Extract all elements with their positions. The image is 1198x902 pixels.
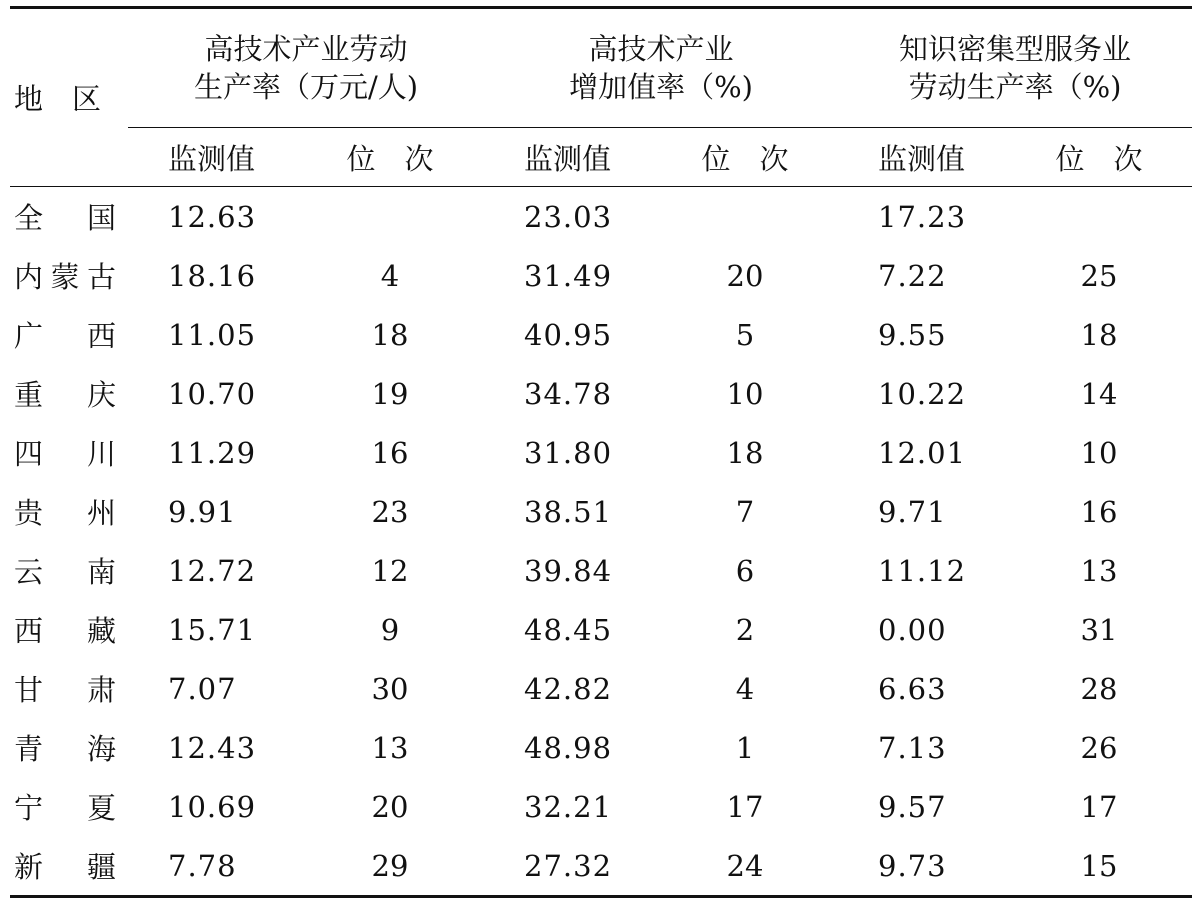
labor-productivity-rank: 13 [371,730,409,765]
labor-productivity-rank: 16 [371,435,409,470]
labor-productivity-rank: 29 [296,836,484,897]
labor-productivity-rank: 20 [371,789,409,824]
value-added-rate-rank: 18 [726,435,764,470]
labor-productivity-rank: 19 [371,376,409,411]
value-added-rate-rank: 24 [652,836,838,897]
value-added-rate-value: 39.84 [524,553,613,588]
sub-header-rank: 位 次 [1006,128,1192,187]
knowledge-services-rank: 13 [1080,553,1118,588]
regional-indicators-table [10,6,1192,898]
group-header-line: 劳动生产率（%) [908,70,1122,104]
group-header-line: 增加值率（%) [569,70,753,104]
labor-productivity-value: 11.05 [168,317,257,352]
labor-productivity-value: 7.78 [128,836,296,897]
value-added-rate-rank: 7 [735,494,755,529]
knowledge-services-value: 17.23 [878,199,967,234]
region-column-header: 地 区 [10,8,128,187]
labor-productivity-value: 10.69 [168,789,257,824]
labor-productivity-rank: 9 [380,612,400,647]
knowledge-services-rank: 31 [1080,612,1118,647]
value-added-rate-value: 27.32 [484,836,652,897]
value-added-rate-value: 48.98 [524,730,613,765]
value-added-rate-rank [652,187,838,247]
knowledge-services-rank: 28 [1080,671,1118,706]
table-row [10,777,1192,836]
value-added-rate-value: 38.51 [524,494,613,529]
group-header-value-added-rate [484,8,838,128]
labor-productivity-value: 12.72 [168,553,257,588]
value-added-rate-rank: 20 [726,258,764,293]
table-row [10,600,1192,659]
region-cell: 云南 [14,555,116,589]
knowledge-services-value: 7.13 [878,730,947,765]
region-cell: 四川 [14,437,116,471]
knowledge-services-value: 12.01 [878,435,967,470]
knowledge-services-value: 9.73 [838,836,1006,897]
knowledge-services-value: 9.71 [878,494,947,529]
value-added-rate-value: 42.82 [524,671,613,706]
header-row-groups [10,8,1192,128]
labor-productivity-rank: 30 [371,671,409,706]
region-cell: 内蒙古 [14,260,116,294]
region-cell: 西藏 [14,614,116,648]
table-row [10,364,1192,423]
value-added-rate-rank: 5 [735,317,755,352]
knowledge-services-rank: 15 [1006,836,1192,897]
value-added-rate-value: 40.95 [524,317,613,352]
group-header-line: 高技术产业 [588,32,734,66]
labor-productivity-value: 12.43 [168,730,257,765]
labor-productivity-rank: 4 [380,258,400,293]
value-added-rate-value: 32.21 [524,789,613,824]
group-header-labor-productivity [128,8,484,128]
table-row [10,541,1192,600]
knowledge-services-value: 9.55 [878,317,947,352]
labor-productivity-value: 11.29 [168,435,257,470]
data-table-container [10,6,1192,898]
sub-header-value: 监测值 [838,128,1006,187]
value-added-rate-value: 31.80 [524,435,613,470]
region-cell: 甘肃 [14,673,116,707]
value-added-rate-value: 48.45 [524,612,613,647]
knowledge-services-rank: 10 [1080,435,1118,470]
knowledge-services-rank: 16 [1080,494,1118,529]
group-header-line: 生产率（万元/人) [193,70,419,104]
value-added-rate-value: 31.49 [524,258,613,293]
table-body [10,187,1192,897]
region-cell: 新疆 [10,836,128,897]
knowledge-services-rank: 25 [1080,258,1118,293]
table-row [10,659,1192,718]
knowledge-services-rank: 14 [1080,376,1118,411]
table-row [10,246,1192,305]
region-cell: 全国 [14,201,116,235]
labor-productivity-rank: 18 [371,317,409,352]
value-added-rate-rank: 4 [735,671,755,706]
labor-productivity-rank [296,187,484,247]
value-added-rate-rank: 1 [735,730,755,765]
knowledge-services-value: 0.00 [878,612,947,647]
value-added-rate-value: 23.03 [524,199,613,234]
value-added-rate-rank: 6 [735,553,755,588]
table-row [10,187,1192,247]
value-added-rate-rank: 17 [726,789,764,824]
knowledge-services-value: 9.57 [878,789,947,824]
knowledge-services-rank: 17 [1080,789,1118,824]
region-cell: 贵州 [14,496,116,530]
sub-header-value: 监测值 [128,128,296,187]
knowledge-services-value: 10.22 [878,376,967,411]
region-cell: 广西 [14,319,116,353]
knowledge-services-rank: 18 [1080,317,1118,352]
region-cell: 宁夏 [14,791,116,825]
labor-productivity-rank: 23 [371,494,409,529]
labor-productivity-rank: 12 [371,553,409,588]
labor-productivity-value: 10.70 [168,376,257,411]
table-row [10,423,1192,482]
group-header-line: 知识密集型服务业 [899,32,1132,66]
knowledge-services-rank [1006,187,1192,247]
table-header [10,8,1192,187]
labor-productivity-value: 7.07 [168,671,237,706]
group-header-knowledge-services [838,8,1192,128]
table-row [10,482,1192,541]
region-cell: 青海 [14,732,116,766]
labor-productivity-value: 12.63 [168,199,257,234]
value-added-rate-rank: 10 [726,376,764,411]
sub-header-value: 监测值 [484,128,652,187]
sub-header-rank: 位 次 [652,128,838,187]
knowledge-services-value: 11.12 [878,553,967,588]
header-row-sub [10,128,1192,187]
table-row [10,836,1192,897]
region-cell: 重庆 [14,378,116,412]
value-added-rate-value: 34.78 [524,376,613,411]
table-row [10,718,1192,777]
knowledge-services-value: 6.63 [878,671,947,706]
labor-productivity-value: 15.71 [168,612,257,647]
knowledge-services-rank: 26 [1080,730,1118,765]
labor-productivity-value: 18.16 [168,258,257,293]
value-added-rate-rank: 2 [735,612,755,647]
labor-productivity-value: 9.91 [168,494,237,529]
group-header-line: 高技术产业劳动 [204,32,408,66]
knowledge-services-value: 7.22 [878,258,947,293]
table-row [10,305,1192,364]
sub-header-rank: 位 次 [296,128,484,187]
